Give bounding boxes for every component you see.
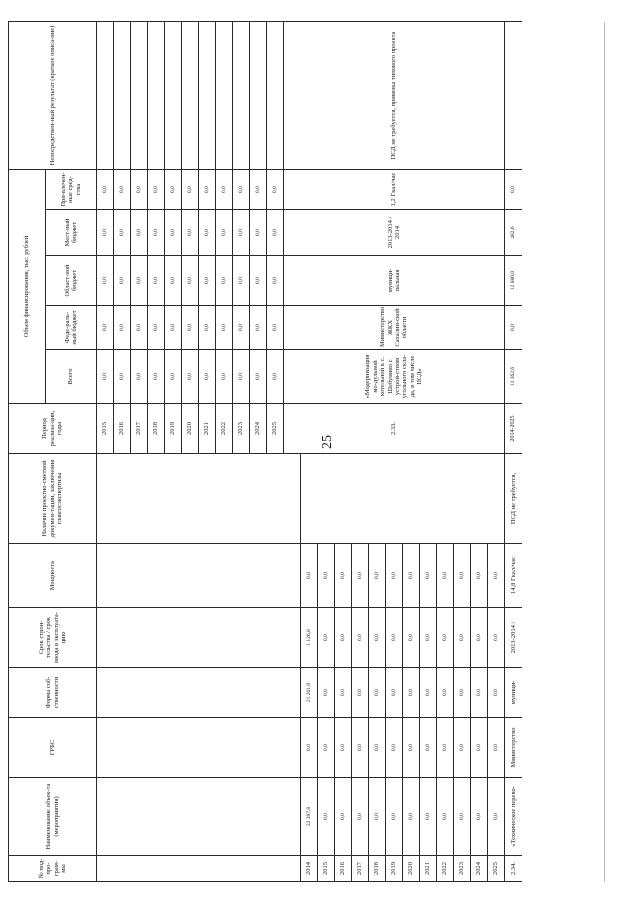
local-cell: 1 126,8: [301, 608, 318, 668]
other-cell: 0,0: [216, 170, 233, 210]
period-cell: 2014-2025: [505, 404, 522, 454]
regional-cell: 0,0: [403, 668, 420, 718]
regional-cell: 0,0: [352, 668, 369, 718]
period-cell: 2022: [216, 404, 233, 454]
program-table: [8, 21, 522, 882]
local-cell: 0,0: [114, 210, 131, 256]
total-cell: 0,0: [250, 350, 267, 404]
result-cell: [97, 22, 114, 170]
period-cell: 2019: [165, 404, 182, 454]
total-cell: 0,0: [199, 350, 216, 404]
item-234-name: «Техническое перево-: [505, 778, 522, 856]
result-cell: [233, 22, 250, 170]
total-cell: 0,0: [148, 350, 165, 404]
regional-cell: 0,0: [165, 256, 182, 306]
regional-cell: 0,0: [471, 668, 488, 718]
regional-cell: 0,0: [386, 668, 403, 718]
local-cell: 0,0: [369, 608, 386, 668]
regional-cell: 0,0: [199, 256, 216, 306]
scan-fold-line: [604, 22, 605, 882]
total-cell: 0,0: [386, 778, 403, 856]
header-local: Мест-ный бюджет: [46, 210, 97, 256]
total-cell: 0,0: [267, 350, 284, 404]
regional-cell: 0,0: [182, 256, 199, 306]
item-234-grbs: Министерство: [505, 718, 522, 778]
federal-cell: 0,0: [335, 718, 352, 778]
other-cell: 0,0: [471, 544, 488, 608]
total-cell: 0,0: [335, 778, 352, 856]
total-cell: 0,0: [216, 350, 233, 404]
federal-cell: 0,0: [505, 306, 522, 350]
result-cell: [131, 22, 148, 170]
table-row: [505, 22, 522, 882]
federal-cell: 0,0: [403, 718, 420, 778]
other-cell: 0,0: [420, 544, 437, 608]
table-row: [97, 22, 114, 882]
header-total: Всего: [46, 350, 97, 404]
total-cell: 0,0: [471, 778, 488, 856]
regional-cell: 12 880,0: [505, 256, 522, 306]
federal-cell: 0,0: [352, 718, 369, 778]
other-cell: 0,0: [97, 170, 114, 210]
prev-name-cell: [97, 778, 301, 856]
total-cell: 0,0: [488, 778, 505, 856]
item-233-psd: ПСД не требуется, привязка типового проекта: [284, 22, 505, 170]
regional-cell: 0,0: [216, 256, 233, 306]
total-cell: 0,0: [420, 778, 437, 856]
result-cell: [165, 22, 182, 170]
total-cell: 13 362,6: [505, 350, 522, 404]
federal-cell: 0,0: [454, 718, 471, 778]
item-234-psd: ПСД не требуется,: [505, 454, 522, 544]
total-cell: 0,0: [369, 778, 386, 856]
local-cell: 0,0: [199, 210, 216, 256]
local-cell: 0,0: [318, 608, 335, 668]
header-ownership: Форма соб-ственности: [9, 668, 97, 718]
regional-cell: 0,0: [97, 256, 114, 306]
local-cell: 0,0: [97, 210, 114, 256]
local-cell: 0,0: [148, 210, 165, 256]
prev-ownership-cell: [97, 668, 301, 718]
federal-cell: 0,0: [420, 718, 437, 778]
total-cell: 0,0: [403, 778, 420, 856]
federal-cell: 0,0: [199, 306, 216, 350]
rotated-sheet: [8, 22, 588, 882]
period-cell: 2019: [386, 856, 403, 882]
total-cell: 0,0: [318, 778, 335, 856]
period-cell: 2018: [369, 856, 386, 882]
federal-cell: 0,0: [182, 306, 199, 350]
result-cell: [267, 22, 284, 170]
federal-cell: 0,0: [386, 718, 403, 778]
other-cell: 0,0: [199, 170, 216, 210]
local-cell: 0,0: [216, 210, 233, 256]
prev-capacity-cell: [97, 544, 301, 608]
federal-cell: 0,0: [216, 306, 233, 350]
header-federal: Феде-раль-ный бюджет: [46, 306, 97, 350]
period-cell: 2015: [97, 404, 114, 454]
regional-cell: 0,0: [488, 668, 505, 718]
result-cell: [216, 22, 233, 170]
header-period: Период реализа-ции, годы: [9, 404, 97, 454]
period-cell: 2016: [335, 856, 352, 882]
total-cell: 0,0: [114, 350, 131, 404]
result-cell: [182, 22, 199, 170]
other-cell: 0,0: [352, 544, 369, 608]
other-cell: 0,0: [250, 170, 267, 210]
federal-cell: 0,0: [318, 718, 335, 778]
total-cell: 0,0: [97, 350, 114, 404]
item-234-num: 2.34.: [505, 856, 522, 882]
period-cell: 2015: [318, 856, 335, 882]
total-cell: 0,0: [437, 778, 454, 856]
federal-cell: 0,0: [250, 306, 267, 350]
other-cell: 0,0: [131, 170, 148, 210]
federal-cell: 0,0: [471, 718, 488, 778]
federal-cell: 0,0: [97, 306, 114, 350]
regional-cell: 0,0: [131, 256, 148, 306]
other-cell: 0,0: [148, 170, 165, 210]
other-cell: 0,0: [233, 170, 250, 210]
regional-cell: 0,0: [148, 256, 165, 306]
total-cell: 22 387,8: [301, 778, 318, 856]
item-234-ownership: муници-: [505, 668, 522, 718]
total-cell: 0,0: [182, 350, 199, 404]
other-cell: 0,0: [267, 170, 284, 210]
local-cell: 0,0: [165, 210, 182, 256]
local-cell: 0,0: [471, 608, 488, 668]
regional-cell: 0,0: [369, 668, 386, 718]
period-cell: 2016: [114, 404, 131, 454]
header-grbs: ГРБС: [9, 718, 97, 778]
other-cell: 0,0: [386, 544, 403, 608]
local-cell: 0,0: [420, 608, 437, 668]
period-cell: 2023: [233, 404, 250, 454]
item-233-name: «Модернизация мо-дульной котельной в с. Шебунино с устрой-ством угольного скла-да, в том числе ПСД»: [284, 350, 505, 404]
other-cell: 0,0: [488, 544, 505, 608]
regional-cell: 0,0: [233, 256, 250, 306]
other-cell: 0,0: [403, 544, 420, 608]
item-233-ownership: муници-пальная: [284, 256, 505, 306]
local-cell: 0,0: [437, 608, 454, 668]
total-cell: 0,0: [352, 778, 369, 856]
total-cell: 0,0: [454, 778, 471, 856]
period-cell: 2020: [182, 404, 199, 454]
regional-cell: 0,0: [267, 256, 284, 306]
local-cell: 0,0: [403, 608, 420, 668]
federal-cell: 0,0: [369, 718, 386, 778]
period-cell: 2023: [454, 856, 471, 882]
local-cell: 0,0: [131, 210, 148, 256]
regional-cell: 0,0: [454, 668, 471, 718]
prev-psd-cell: [97, 454, 301, 544]
period-cell: 2020: [403, 856, 420, 882]
result-cell: [148, 22, 165, 170]
period-cell: 2022: [437, 856, 454, 882]
other-cell: 0,0: [335, 544, 352, 608]
header-regional: Област-ной бюджет: [46, 256, 97, 306]
local-cell: 0,0: [386, 608, 403, 668]
local-cell: 0,0: [250, 210, 267, 256]
local-cell: 0,0: [335, 608, 352, 668]
regional-cell: 0,0: [335, 668, 352, 718]
federal-cell: 0,0: [165, 306, 182, 350]
other-cell: 0,0: [301, 544, 318, 608]
local-cell: 482,6: [505, 210, 522, 256]
local-cell: 0,0: [352, 608, 369, 668]
header-result: Непосредствен-ный результат (краткое описа-ние): [9, 22, 97, 170]
result-cell: [114, 22, 131, 170]
prev-num-cell: [97, 856, 301, 882]
header-psd: Наличие проектно-сметной докумен-тации, заключения главгосэкспертизы: [9, 454, 97, 544]
federal-cell: 0,0: [437, 718, 454, 778]
local-cell: 0,0: [267, 210, 284, 256]
prev-term-cell: [97, 608, 301, 668]
header-row: [9, 22, 46, 882]
total-cell: 0,0: [165, 350, 182, 404]
regional-cell: 0,0: [318, 668, 335, 718]
item-233-term: 2013-2014 / 2014: [284, 210, 505, 256]
federal-cell: 0,0: [267, 306, 284, 350]
other-cell: 0,0: [437, 544, 454, 608]
other-cell: 0,0: [505, 170, 522, 210]
federal-cell: 0,0: [233, 306, 250, 350]
period-cell: 2017: [131, 404, 148, 454]
header-num: № под-про-грам-мы: [9, 856, 97, 882]
period-cell: 2024: [471, 856, 488, 882]
local-cell: 0,0: [488, 608, 505, 668]
period-cell: 2021: [199, 404, 216, 454]
other-cell: 0,0: [318, 544, 335, 608]
federal-cell: 0,0: [488, 718, 505, 778]
other-cell: 0,0: [454, 544, 471, 608]
result-cell: [250, 22, 267, 170]
regional-cell: 21 261,0: [301, 668, 318, 718]
header-capacity: Мощность: [9, 544, 97, 608]
other-cell: 0,0: [114, 170, 131, 210]
other-cell: 0,0: [182, 170, 199, 210]
header-term: Срок строи-тельства / срок ввода в эксплуата-цию: [9, 608, 97, 668]
item-233-num: 2.33.: [284, 404, 505, 454]
header-name: Наименование объек-та (мероприятия): [9, 778, 97, 856]
local-cell: 0,0: [454, 608, 471, 668]
period-cell: 2018: [148, 404, 165, 454]
total-cell: 0,0: [131, 350, 148, 404]
regional-cell: 0,0: [437, 668, 454, 718]
federal-cell: 0,0: [131, 306, 148, 350]
other-cell: 0,0: [165, 170, 182, 210]
header-funding-group: Объем финансирования, тыс. рублей: [9, 170, 46, 404]
regional-cell: 0,0: [114, 256, 131, 306]
other-cell: 0,0: [369, 544, 386, 608]
result-cell: [505, 22, 522, 170]
header-other: При-влечен-ные сред-ства: [46, 170, 97, 210]
period-cell: 2025: [267, 404, 284, 454]
page-number: 25: [320, 435, 335, 449]
total-cell: 0,0: [233, 350, 250, 404]
prev-grbs-cell: [97, 718, 301, 778]
period-cell: 2014: [301, 856, 318, 882]
result-cell: [199, 22, 216, 170]
item-234-term: 2013-2014 /: [505, 608, 522, 668]
item-234-capacity: 14,8 Гкал/час: [505, 544, 522, 608]
item-233-grbs: Министерство ЖКХ Сахалин-ской области: [284, 306, 505, 350]
period-cell: 2021: [420, 856, 437, 882]
federal-cell: 0,0: [148, 306, 165, 350]
federal-cell: 0,0: [114, 306, 131, 350]
federal-cell: 0,0: [301, 718, 318, 778]
regional-cell: 0,0: [420, 668, 437, 718]
period-cell: 2025: [488, 856, 505, 882]
local-cell: 0,0: [233, 210, 250, 256]
local-cell: 0,0: [182, 210, 199, 256]
period-cell: 2017: [352, 856, 369, 882]
item-233-capacity: 1,2 Гкал/час: [284, 170, 505, 210]
period-cell: 2024: [250, 404, 267, 454]
regional-cell: 0,0: [250, 256, 267, 306]
